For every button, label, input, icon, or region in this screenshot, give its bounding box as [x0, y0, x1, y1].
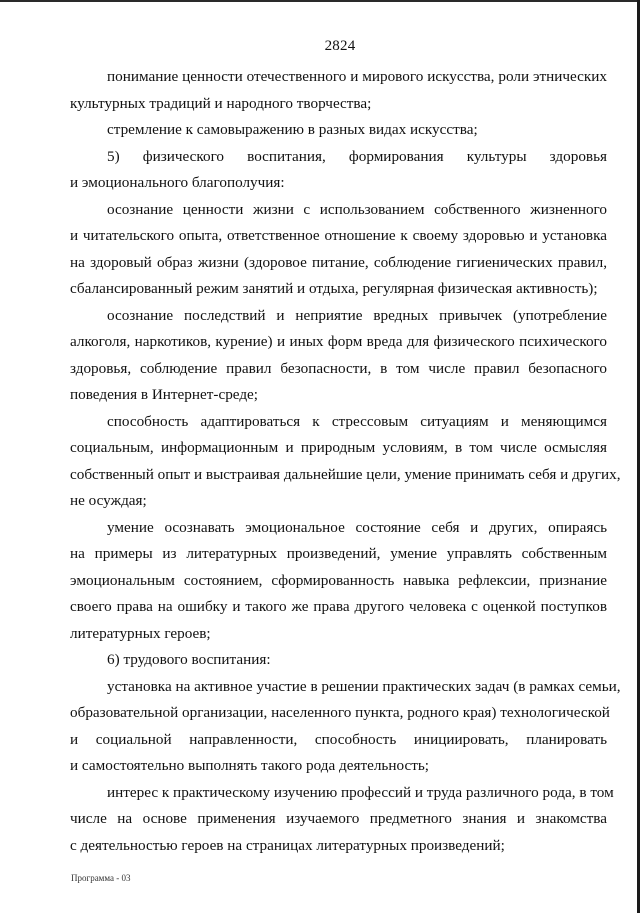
text-line: умение осознавать эмоциональное состояние себя и других, опираясь: [107, 518, 607, 536]
text-line: стремление к самовыражению в разных видах искусства;: [107, 121, 478, 138]
text-line: культурных традиций и народного творчества;: [70, 94, 372, 112]
body-text: [70, 64, 621, 859]
text-line: и социальной направленности, способность инициировать, планировать: [70, 730, 607, 748]
text-line: числе на основе применения изучаемого предметного знания и знакомства: [70, 810, 607, 827]
footer-label: Программа - 03: [71, 873, 131, 883]
text-line: и эмоционального благополучия:: [70, 174, 285, 191]
text-line: образовательной организации, населенного пункта, родного края) технологической: [70, 704, 610, 721]
text-line: способность адаптироваться к стрессовым ситуациям и меняющимся: [107, 412, 607, 430]
text-line: 6) трудового воспитания:: [107, 651, 271, 668]
text-line: на примеры из литературных произведений, умение управлять собственным: [70, 545, 607, 562]
text-line: осознание ценности жизни с использованием собственного жизненного: [107, 200, 607, 218]
page-number: 2824: [324, 38, 356, 54]
text-line: своего права на ошибку и такого же права другого человека с оценкой поступков: [70, 598, 607, 615]
text-line: интерес к практическому изучению профессий и труда различного рода, в том: [107, 783, 614, 801]
text-line: и самостоятельно выполнять такого рода деятельность;: [70, 757, 429, 774]
scan-border-top: [0, 0, 640, 2]
text-line: на здоровый образ жизни (здоровое питание, соблюдение гигиенических правил,: [70, 253, 607, 271]
text-line: эмоциональным состоянием, сформированность навыка рефлексии, признание: [70, 571, 607, 589]
text-line: литературных героев;: [70, 624, 211, 642]
text-line: собственный опыт и выстраивая дальнейшие цели, умение принимать себя и других,: [70, 465, 621, 483]
text-line: социальным, информационным и природным условиям, в том числе осмысляя: [70, 439, 607, 456]
text-line: алкоголя, наркотиков, курение) и иных форм вреда для физического психического: [70, 333, 607, 350]
text-line: поведения в Интернет-среде;: [70, 386, 259, 403]
text-line: понимание ценности отечественного и мирового искусства, роли этнических: [107, 68, 607, 85]
text-line: осознание последствий и неприятие вредных привычек (употребление: [107, 306, 607, 324]
text-line: не осуждая;: [70, 492, 147, 509]
text-line: и читательского опыта, ответственное отношение к своему здоровью и установка: [70, 227, 607, 244]
text-line: сбалансированный режим занятий и отдыха, регулярная физическая активность);: [70, 280, 598, 297]
text-line: здоровья, соблюдение правил безопасности, в том числе правил безопасного: [70, 359, 607, 377]
text-line: 5) физического воспитания, формирования культуры здоровья: [107, 147, 607, 165]
text-line: установка на активное участие в решении практических задач (в рамках семьи,: [107, 677, 621, 695]
text-line: с деятельностью героев на страницах литературных произведений;: [70, 836, 505, 854]
